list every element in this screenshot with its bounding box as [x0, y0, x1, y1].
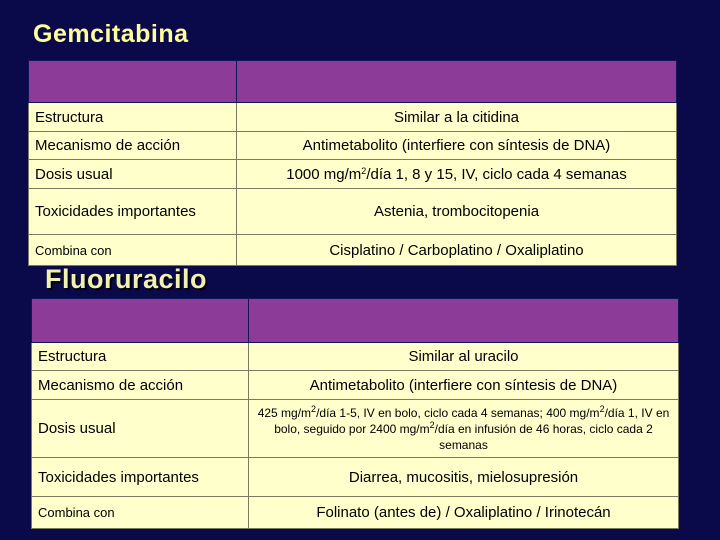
fluoruracilo-header-row: [32, 299, 679, 343]
header-cell-left: [29, 61, 237, 103]
row-label: Toxicidades importantes: [29, 189, 237, 235]
table-row: [32, 458, 679, 497]
gemcitabina-title: Gemcitabina: [33, 20, 189, 48]
row-value: 425 $mg/m^2$/día 1-5, IV en bolo, ciclo cada 4 semanas; 400 $mg/m^2$/día 1, IV en bolo, seguido por 2400 $mg/m^2$/día en infusión de 46 horas, ciclo cada 2 semanas: [249, 400, 679, 458]
row-label: Dosis usual: [32, 400, 249, 458]
table-row: [29, 160, 677, 189]
row-label: Toxicidades importantes: [32, 458, 249, 497]
row-value: Cisplatino / Carboplatino / Oxaliplatino: [237, 235, 677, 266]
row-value: Diarrea, mucositis, mielosupresión: [249, 458, 679, 497]
table-row: [32, 497, 679, 529]
table-row: [29, 235, 677, 266]
row-label: Mecanismo de acción: [29, 132, 237, 160]
row-value: Similar al uracilo: [249, 343, 679, 371]
gemcitabina-header-row: [29, 61, 677, 103]
row-label: Estructura: [29, 103, 237, 132]
row-label: Dosis usual: [29, 160, 237, 189]
row-label: Estructura: [32, 343, 249, 371]
table-row: [32, 400, 679, 458]
header-cell-left: [32, 299, 249, 343]
row-value: 1000 $mg/m^2$/día 1, 8 y 15, IV, ciclo cada 4 semanas: [237, 160, 677, 189]
table-row: [29, 189, 677, 235]
header-cell-right: [237, 61, 677, 103]
header-cell-right: [249, 299, 679, 343]
row-value: Antimetabolito (interfiere con síntesis de DNA): [249, 371, 679, 400]
row-value: Folinato (antes de) / Oxaliplatino / Irinotecán: [249, 497, 679, 529]
gemcitabina-table: [28, 60, 677, 266]
table-row: [32, 371, 679, 400]
row-label: Combina con: [32, 497, 249, 529]
fluoruracilo-title: Fluoruracilo: [45, 264, 208, 294]
row-value: Astenia, trombocitopenia: [237, 189, 677, 235]
row-value: Antimetabolito (interfiere con síntesis de DNA): [237, 132, 677, 160]
fluoruracilo-table: [31, 298, 679, 529]
row-label: Combina con: [29, 235, 237, 266]
table-row: [32, 343, 679, 371]
table-row: [29, 103, 677, 132]
row-value: Similar a la citidina: [237, 103, 677, 132]
table-row: [29, 132, 677, 160]
row-label: Mecanismo de acción: [32, 371, 249, 400]
